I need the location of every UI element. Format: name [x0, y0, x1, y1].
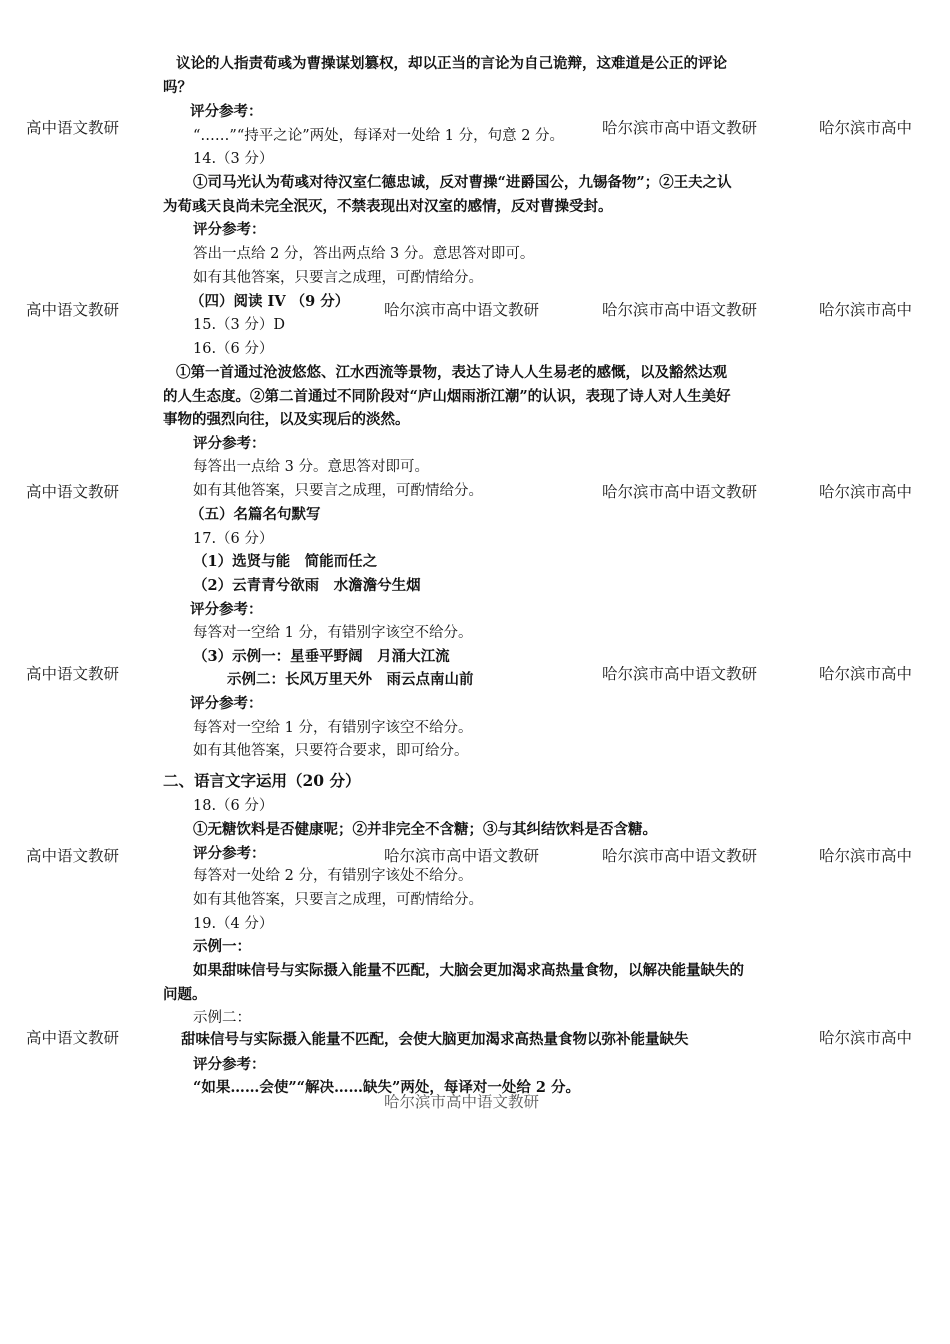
grading-text: 如有其他答案，只要符合要求，即可给分。: [193, 743, 469, 759]
watermark-text: 哈尔滨市高中语文教研: [384, 301, 540, 319]
grading-text: 每答对一空给 1 分，有错别字该空不给分。: [193, 625, 473, 641]
watermark-text: 哈尔滨市高中语文教研: [602, 665, 758, 683]
answer-text: （1）选贤与能 简能而任之: [193, 553, 378, 570]
watermark-text: 哈尔滨市高中: [819, 665, 913, 683]
grading-heading: 评分参考：: [193, 435, 266, 452]
grading-heading: 评分参考：: [193, 845, 266, 862]
watermark-text: 哈尔滨市高中语文教研: [384, 847, 540, 865]
answer-text: 示例二：长风万里天外 雨云点南山前: [227, 671, 474, 688]
answer-text: 为荀彧天良尚未完全泯灭，不禁表现出对汉室的感情，反对曹操受封。: [163, 198, 613, 215]
watermark-text: 哈尔滨市高中: [819, 847, 913, 865]
answer-text: （3）示例一：星垂平野阔 月涌大江流: [193, 648, 450, 665]
grading-text: “……”“持平之论”两处，每译对一处给 1 分，句意 2 分。: [193, 128, 565, 144]
watermark-text: 哈尔滨市高中语文教研: [384, 1093, 540, 1111]
watermark-text: 高中语文教研: [26, 483, 120, 501]
watermark-text: 哈尔滨市高中语文教研: [602, 119, 758, 137]
grading-text: 如有其他答案，只要言之成理，可酌情给分。: [193, 892, 483, 908]
grading-text: 每答出一点给 3 分。意思答对即可。: [193, 459, 429, 475]
answer-text: 议论的人指责荀彧为曹操谋划篡权，却以正当的言论为自己诡辩，这难道是公正的评论: [176, 55, 727, 72]
question-number: 17.（6 分）: [193, 531, 274, 547]
watermark-text: 哈尔滨市高中: [819, 301, 913, 319]
answer-text: ①无糖饮料是否健康呢；②并非完全不含糖；③与其纠结饮料是否含糖。: [193, 821, 657, 838]
answer-text: ①第一首通过沧波悠悠、江水西流等景物，表达了诗人人生易老的感慨，以及豁然达观: [176, 364, 727, 381]
watermark-text: 哈尔滨市高中: [819, 119, 913, 137]
section-heading: （五）名篇名句默写: [190, 506, 321, 523]
question-number: 16.（6 分）: [193, 341, 274, 357]
answer-text: 甜味信号与实际摄入能量不匹配，会使大脑更加渴求高热量食物以弥补能量缺失: [181, 1031, 689, 1048]
grading-text: 答出一点给 2 分，答出两点给 3 分。意思答对即可。: [193, 246, 535, 262]
answer-text: 如果甜味信号与实际摄入能量不匹配，大脑会更加渴求高热量食物，以解决能量缺失的: [193, 962, 744, 979]
grading-text: 每答对一处给 2 分，有错别字该处不给分。: [193, 868, 473, 884]
grading-heading: 评分参考：: [190, 695, 263, 712]
watermark-text: 哈尔滨市高中语文教研: [602, 301, 758, 319]
watermark-text: 高中语文教研: [26, 665, 120, 683]
example-label: 示例一：: [193, 938, 251, 955]
grading-heading: 评分参考：: [193, 1056, 266, 1073]
answer-text: 问题。: [163, 986, 207, 1003]
question-number: 15.（3 分）D: [193, 317, 286, 333]
grading-heading: 评分参考：: [190, 601, 263, 618]
grading-text: 如有其他答案，只要言之成理，可酌情给分。: [193, 483, 483, 499]
watermark-text: 高中语文教研: [26, 119, 120, 137]
section-heading: 二、语言文字运用（20 分）: [163, 771, 361, 790]
grading-text: 如有其他答案，只要言之成理，可酌情给分。: [193, 270, 483, 286]
watermark-text: 哈尔滨市高中: [819, 1029, 913, 1047]
watermark-text: 高中语文教研: [26, 301, 120, 319]
watermark-text: 哈尔滨市高中: [819, 483, 913, 501]
answer-text: 吗？: [163, 79, 192, 96]
answer-text: （2）云青青兮欲雨 水澹澹兮生烟: [193, 577, 421, 594]
watermark-text: 哈尔滨市高中语文教研: [602, 847, 758, 865]
watermark-text: 高中语文教研: [26, 847, 120, 865]
question-number: 14.（3 分）: [193, 151, 274, 167]
example-label: 示例二：: [193, 1010, 251, 1026]
grading-heading: 评分参考：: [190, 103, 263, 120]
section-heading: （四）阅读 IV （9 分）: [190, 293, 350, 310]
question-number: 18.（6 分）: [193, 798, 274, 814]
question-number: 19.（4 分）: [193, 916, 274, 932]
watermark-text: 哈尔滨市高中语文教研: [602, 483, 758, 501]
grading-text: 每答对一空给 1 分，有错别字该空不给分。: [193, 720, 473, 736]
answer-text: 的人生态度。②第二首通过不同阶段对“庐山烟雨浙江潮”的认识，表现了诗人对人生美好: [163, 388, 731, 405]
answer-text: 事物的强烈向往，以及实现后的淡然。: [163, 411, 410, 428]
grading-text: “如果……会使”“解决……缺失”两处，每译对一处给 2 分。: [193, 1079, 581, 1096]
grading-heading: 评分参考：: [193, 221, 266, 238]
answer-text: ①司马光认为荀彧对待汉室仁德忠诚，反对曹操“进爵国公，九锡备物”；②王夫之认: [193, 174, 732, 191]
watermark-text: 高中语文教研: [26, 1029, 120, 1047]
